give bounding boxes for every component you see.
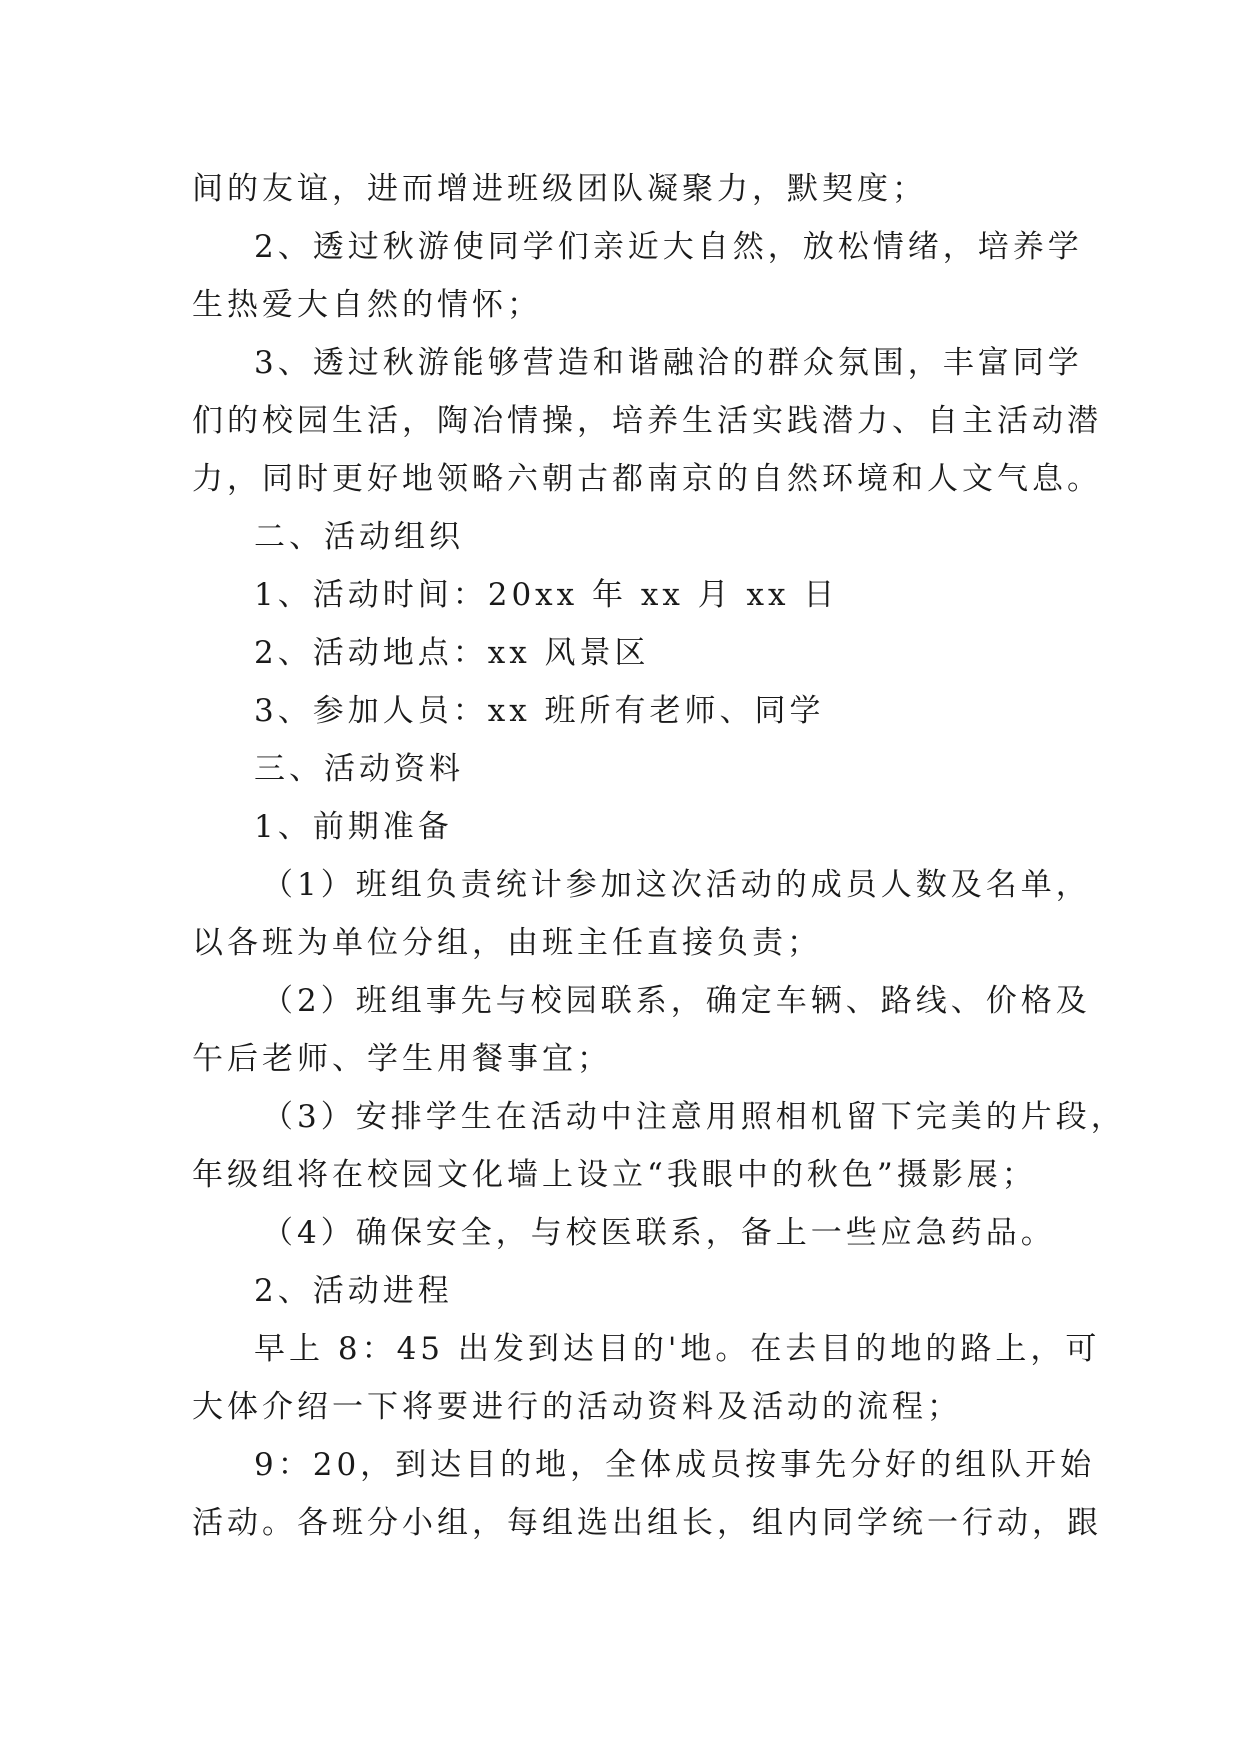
- paragraph-line: 早上 8：45 出发到达目的'地。在去目的地的路上，可: [254, 1331, 1101, 1367]
- list-item: 2、活动地点：xx 风景区: [254, 635, 650, 671]
- list-item: （2）班组事先与校园联系，确定车辆、路线、价格及: [262, 983, 1091, 1019]
- paragraph-line: 2、透过秋游使同学们亲近大自然，放松情绪，培养学: [254, 229, 1083, 265]
- paragraph-line: 3、透过秋游能够营造和谐融洽的群众氛围，丰富同学: [254, 345, 1083, 381]
- section-heading: 二、活动组织: [254, 519, 464, 555]
- paragraph-line: 以各班为单位分组，由班主任直接负责；: [192, 925, 822, 961]
- paragraph-line: 力，同时更好地领略六朝古都南京的自然环境和人文气息。: [192, 461, 1102, 497]
- section-heading: 三、活动资料: [254, 751, 464, 787]
- subsection-heading: 1、前期准备: [254, 809, 453, 845]
- subsection-heading: 2、活动进程: [254, 1273, 453, 1309]
- paragraph-line: 大体介绍一下将要进行的活动资料及活动的流程；: [192, 1389, 962, 1425]
- paragraph-line: 生热爱大自然的情怀；: [192, 287, 542, 323]
- paragraph-line: 间的友谊，进而增进班级团队凝聚力，默契度；: [192, 171, 927, 207]
- paragraph-line: 活动。各班分小组，每组选出组长，组内同学统一行动，跟: [192, 1505, 1102, 1541]
- list-item: （3）安排学生在活动中注意用照相机留下完美的片段，: [262, 1099, 1126, 1135]
- list-item: （1）班组负责统计参加这次活动的成员人数及名单，: [262, 867, 1091, 903]
- paragraph-line: 9：20，到达目的地，全体成员按事先分好的组队开始: [254, 1447, 1096, 1483]
- paragraph-line: 午后老师、学生用餐事宜；: [192, 1041, 612, 1077]
- list-item: 1、活动时间：20xx 年 xx 月 xx 日: [254, 577, 839, 613]
- list-item: 3、参加人员：xx 班所有老师、同学: [254, 693, 825, 729]
- document-body: [192, 160, 1126, 1552]
- paragraph-line: 们的校园生活，陶冶情操，培养生活实践潜力、自主活动潜: [192, 403, 1102, 439]
- list-item: （4）确保安全，与校医联系，备上一些应急药品。: [262, 1215, 1056, 1251]
- paragraph-line: 年级组将在校园文化墙上设立“我眼中的秋色”摄影展；: [192, 1157, 1037, 1193]
